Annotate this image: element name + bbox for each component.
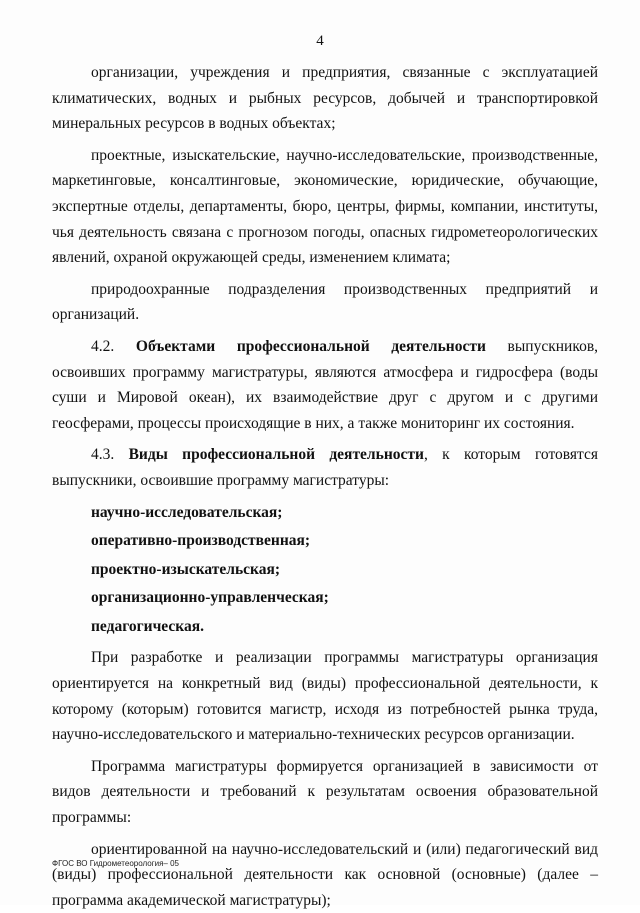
paragraph-formation: Программа магистратуры формируется организацией в зависимости от видов деятельности и требований к результатам освоения образовательной программы:	[52, 757, 598, 827]
section-number-4-2: 4.2.	[91, 337, 136, 355]
footer-label: ФГОС ВО Гидрометеорология– 05	[52, 859, 179, 868]
paragraph-4-2-text: выпускников, освоивших программу магистратуры, являются атмосфера и гидросфера (воды суши и Мировой океан), их взаимодействие друг с другом и с другими геосферами, процессы происходящие в них, а также мониторинг их состояния.	[52, 337, 599, 432]
term-objects: Объектами профессиональной деятельности	[135, 337, 486, 355]
list-item: научно-исследовательская;	[91, 503, 283, 521]
paragraph-4-3-text: , к которым готовятся выпускники, освоившие программу магистратуры:	[52, 446, 598, 489]
section-number-4-3: 4.3.	[91, 446, 129, 464]
activity-type-list	[52, 500, 598, 640]
term-activity-types: Виды профессиональной деятельности	[128, 446, 424, 464]
paragraph-development: При разработке и реализации программы магистратуры организация ориентируется на конкретный вид (виды) профессиональной деятельности, к которому (которым) готовится магистр, исходя из потребностей рынка труда, научно-исследовательского и материально-технических ресурсов организации.	[52, 649, 598, 744]
paragraph-academic-master: ориентированной на научно-исследовательский и (или) педагогический вид (виды) профессиональной деятельности как основной (основные) (далее – программа академической магистратуры);	[52, 840, 598, 909]
page-content	[52, 60, 598, 913]
page-number: 4	[316, 33, 324, 49]
paragraph-environmental-units: природоохранные подразделения производственных предприятий и организаций.	[52, 280, 598, 324]
list-item: проектно-изыскательская;	[91, 560, 281, 578]
paragraph-4-3	[52, 442, 598, 493]
list-item: организационно-управленческая;	[91, 589, 329, 607]
list-item: оперативно-производственная;	[91, 532, 311, 550]
paragraph-4-2	[52, 334, 598, 436]
paragraph-departments: проектные, изыскательские, научно-исследовательские, производственные, маркетинговые, консалтинговые, экономические, юридические, обучающие, экспертные отделы, департаменты, бюро, центры, фирмы, компании, институты, чья деятельность связана с прогнозом погоды, опасных гидрометеорологических явлений, охраной окружающей среды, изменением климата;	[52, 146, 598, 267]
list-item: педагогическая.	[91, 617, 204, 635]
paragraph-organizations: организации, учреждения и предприятия, связанные с эксплуатацией климатических, водных и рыбных ресурсов, добычей и транспортировкой минеральных ресурсов в водных объектах;	[52, 64, 598, 133]
